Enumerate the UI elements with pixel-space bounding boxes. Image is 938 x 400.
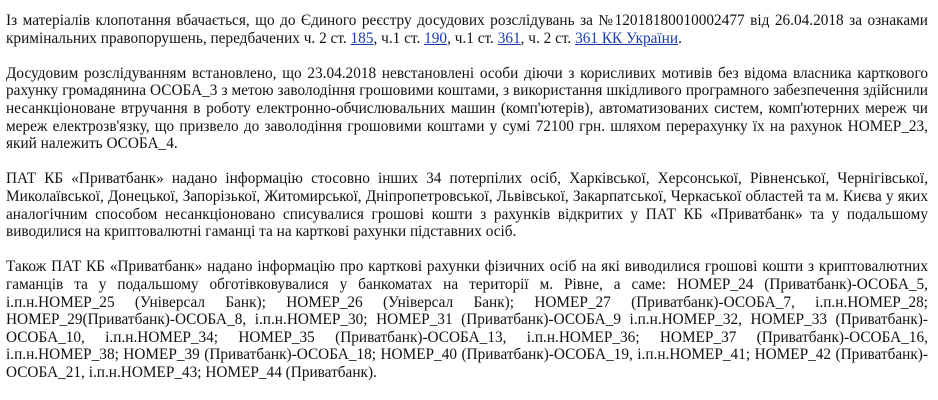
- paragraph-other-victims: ПАТ КБ «Приватбанк» надано інформацію стосовно інших 34 потерпілих осіб, Харківської, Херсонської, Рівненської, Чернігівської, Миколаївської, Донецької, Запорізької, Житомирської, Дніпропетровської, Львівської, Закарпатської, Черкаської областей та м. Києва у яких аналогічним способом несанкціоновано списувалися грошові кошти з рахунків відкритих у ПАТ КБ «Приватбанк» та у подальшому виводилися на криптовалютні гаманці та на карткові рахунки підставних осіб.: [6, 170, 928, 241]
- law-link-article-190[interactable]: 190: [424, 29, 448, 47]
- law-link-article-185[interactable]: 185: [350, 29, 374, 47]
- paragraph-registration-text-after: .: [678, 29, 682, 47]
- paragraph-registration: [6, 12, 928, 47]
- law-link-article-361-criminal-code[interactable]: 361 КК України: [575, 29, 679, 47]
- separator-3: , ч. 2 ст.: [520, 29, 576, 47]
- paragraph-investigation-findings: Досудовим розслідуванням встановлено, що 23.04.2018 невстановлені особи діючи з корисливих мотивів без відома власника карткового рахунку громадянина ОСОБА_3 з метою заволодіння грошовими коштами, з використання шкідливого програмного забезпечення здійснили несанкціоноване втручання в роботу електронно-обчислювальних машин (комп'ютерів), автоматизованих систем, комп'ютерних мереж чи мереж електрозв'язку, що призвело до заволодіння грошовими коштами у сумі 72100 грн. шляхом перерахунку їх на рахунок НОМЕР_23, який належить ОСОБА_4.: [6, 64, 928, 153]
- separator-1: , ч.1 ст.: [373, 29, 425, 47]
- paragraph-card-accounts: Також ПАТ КБ «Приватбанк» надано інформацію про карткові рахунки фізичних осіб на які виводилися грошові кошти з криптовалютних гаманців та у подальшому обготівковувалися у банкоматах на території м. Рівне, а саме: НОМЕР_24 (Приватбанк)-ОСОБА_5, і.п.н.НОМЕР_25 (Універсал Банк); НОМЕР_26 (Універсал Банк); НОМЕР_27 (Приватбанк)-ОСОБА_7, і.п.н.НОМЕР_28; НОМЕР_29(Приватбанк)-ОСОБА_8, і.п.н.НОМЕР_30; НОМЕР_31 (Приватбанк)-ОСОБА_9 і.п.н.НОМЕР_32, НОМЕР_33 (Приватбанк)-ОСОБА_10, і.п.н.НОМЕР_34; НОМЕР_35 (Приватбанк)-ОСОБА_13, і.п.н.НОМЕР_36; НОМЕР_37 (Приватбанк)-ОСОБА_16, і.п.н.НОМЕР_38; НОМЕР_39 (Приватбанк)-ОСОБА_18; НОМЕР_40 (Приватбанк)-ОСОБА_19, і.п.н.НОМЕР_41; НОМЕР_42 (Приватбанк)-ОСОБА_21, і.п.н.НОМЕР_43; НОМЕР_44 (Приватбанк).: [6, 258, 928, 381]
- court-document-text: [6, 12, 928, 381]
- separator-2: , ч.1 ст.: [447, 29, 498, 47]
- law-link-article-361[interactable]: 361: [497, 29, 521, 47]
- paragraph-registration-text-before: Із матеріалів клопотання вбачається, що до Єдиного реєстру досудових розслідувань за №12018180010002477 від 26.04.2018 за ознаками кримінальних правопорушень, передбачених ч. 2 ст.: [6, 12, 928, 47]
